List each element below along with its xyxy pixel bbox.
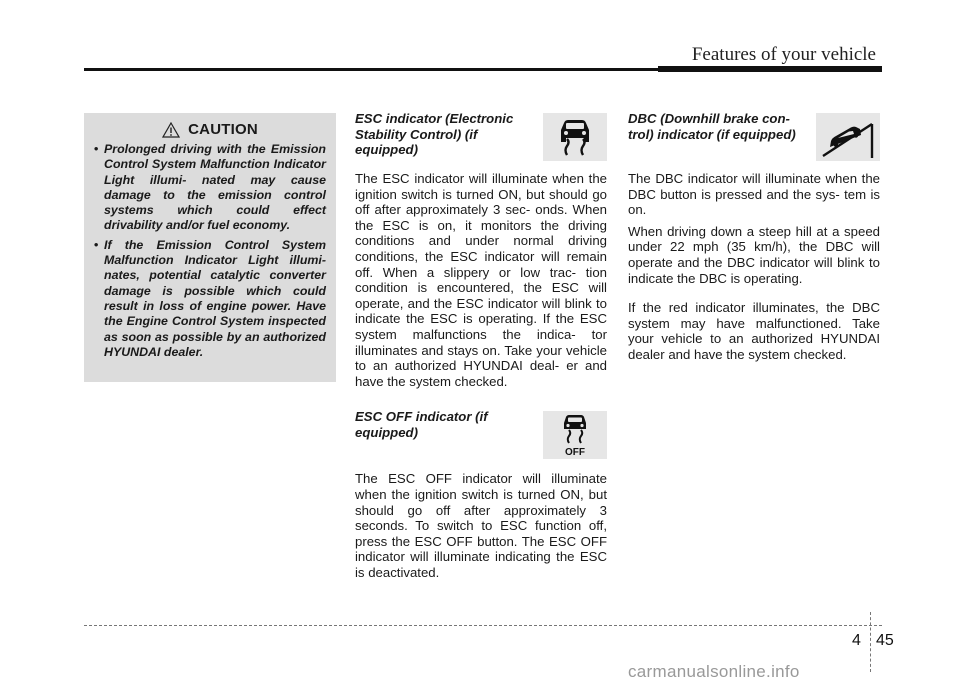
- esc-section-header: [355, 111, 607, 163]
- caution-item: • If the Emission Control System Malfunction Indicator Light illumi- nates, potential catalytic converter damage is possible which could result in loss of engine power. Have the Engine Control System inspected as soon as possible by an authorized HYUNDAI dealer.: [94, 238, 326, 360]
- dbc-paragraph: The DBC indicator will illuminate when the DBC button is pressed and the sys- tem is on.: [628, 171, 880, 218]
- esc-indicator-box: [543, 113, 607, 161]
- page-number: 45: [876, 632, 894, 649]
- esc-off-icon-label: OFF: [565, 447, 585, 458]
- section-title: Features of your vehicle: [691, 44, 876, 65]
- right-column: [628, 111, 880, 363]
- dbc-paragraph: If the red indicator illuminates, the DBC system may have malfunctioned. Take your vehicle to an authorized HYUNDAI dealer and have the system checked.: [628, 300, 880, 362]
- middle-column: [355, 111, 607, 580]
- dbc-indicator-box: [816, 113, 880, 161]
- warning-triangle-icon: [162, 122, 180, 138]
- footer-rule: [84, 625, 882, 626]
- caution-list: [94, 142, 326, 360]
- dbc-section-header: [628, 111, 880, 163]
- chapter-number: 4: [852, 632, 861, 649]
- esc-off-title: ESC OFF indicator (if equipped): [355, 409, 488, 440]
- downhill-car-icon: [818, 114, 878, 160]
- esc-off-section-header: [355, 409, 607, 461]
- caution-heading-text: CAUTION: [188, 121, 258, 138]
- caution-heading: [94, 121, 326, 138]
- esc-car-skid-icon: [555, 117, 595, 157]
- header-rule-accent: [658, 66, 882, 72]
- esc-description: The ESC indicator will illuminate when the ignition switch is turned ON, but should go off after approximately 3 sec- onds. When the ESC is on, it monitors the driving conditions and under normal driving conditions, the ESC indicator will remain off. When a slippery or low trac- tion condition is encountered, the ESC will operate, and the ESC indicator will blink to indicate the ESC is operating. If the ESC system malfunctions the indica- tor illuminates and stays on. Take your vehicle to an authorized HYUNDAI deal- er and have the system checked.: [355, 171, 607, 389]
- esc-off-indicator-box: [543, 411, 607, 459]
- esc-off-description: The ESC OFF indicator will illuminate when the ignition switch is turned ON, but should go off after approximately 3 seconds. To switch to ESC function off, press the ESC OFF button. The ESC OFF indicator will illuminate indicating the ESC is deactivated.: [355, 471, 607, 580]
- dbc-paragraph: When driving down a steep hill at a speed under 22 mph (35 km/h), the DBC will operate and the DBC indicator will blink to indicate the DBC is operating.: [628, 223, 880, 286]
- caution-item: • Prolonged driving with the Emission Control System Malfunction Indicator Light illumi- nated may cause damage to the emission control systems which could effect drivability and/or fuel economy.: [94, 142, 326, 234]
- esc-off-icon: [553, 413, 597, 457]
- watermark: carmanualsonline.info: [628, 662, 800, 681]
- caution-box: [84, 113, 336, 382]
- dbc-title: DBC (Downhill brake con- trol) indicator (if equipped): [628, 111, 796, 142]
- esc-title: ESC indicator (Electronic Stability Control) (if equipped): [355, 111, 514, 157]
